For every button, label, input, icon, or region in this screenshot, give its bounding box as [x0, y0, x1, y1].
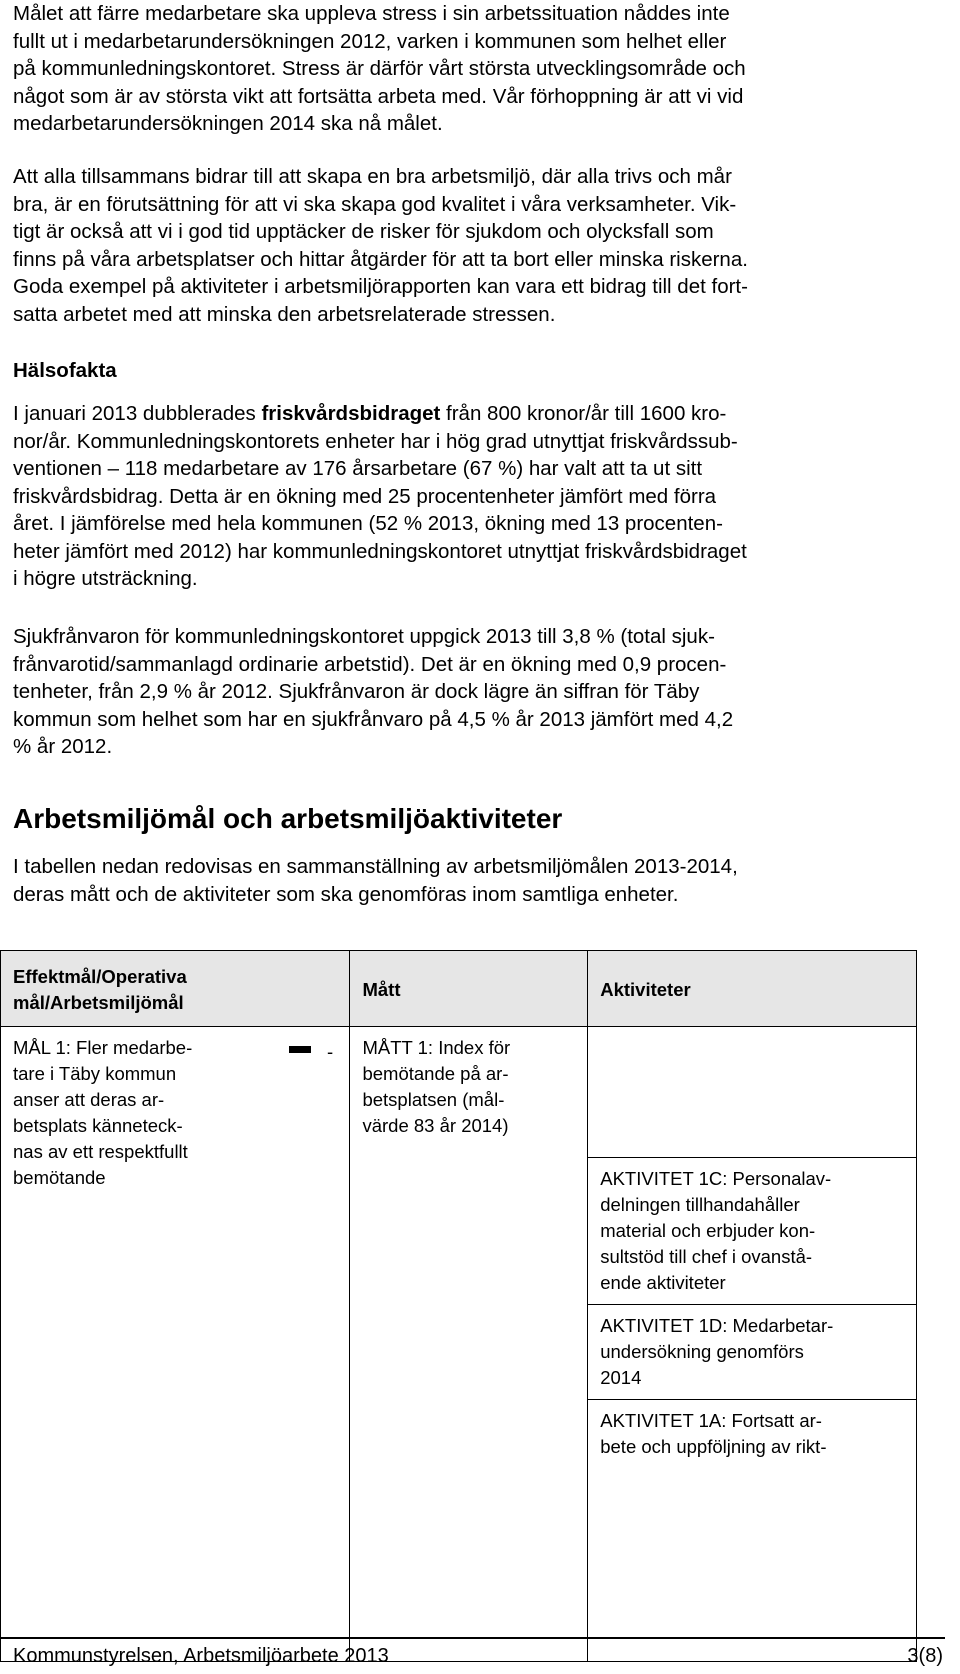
- header-measure: [350, 951, 588, 1027]
- text-line: tigt är också att vi i god tid upptäcker de risker för sjukdom och olycksfall som: [13, 220, 714, 243]
- cell-measure: [350, 1027, 588, 1662]
- measure-text: [350, 1027, 587, 1139]
- paragraph-sjukfranvaro: [13, 623, 945, 761]
- activity-line: AKTIVITET 1C: Personalav-: [600, 1168, 832, 1189]
- activity-line: 2014: [600, 1367, 642, 1388]
- paragraph-arbetsmiljo: [13, 163, 945, 328]
- header-goal: [1, 951, 350, 1027]
- measure-line: värde 83 år 2014): [362, 1115, 509, 1136]
- header-measure-text: Mått: [362, 979, 401, 1000]
- text-line: i högre utsträckning.: [13, 567, 198, 590]
- text-line: [13, 400, 945, 428]
- text-line: frånvarotid/sammanlagd ordinarie arbetstid). Det är en ökning med 0,9 procen-: [13, 652, 727, 676]
- table-header-row: [1, 951, 917, 1027]
- goal-line: tare i Täby kommun: [13, 1063, 177, 1084]
- goals-table: [0, 950, 917, 1662]
- text-line: I tabellen nedan redovisas en sammanställning av arbetsmiljömålen 2013-2014,: [13, 855, 738, 878]
- text-line: Att alla tillsammans bidrar till att skapa en bra arbetsmiljö, där alla trivs och mår: [13, 165, 732, 188]
- cell-goal: [1, 1027, 350, 1662]
- text-line: nor/år. Kommunledningskontorets enheter har i hög grad utnyttjat friskvårdssub-: [13, 429, 738, 453]
- text-line: kommun som helhet som har en sjukfrånvaro på 4,5 % år 2013 jämfört med 4,2: [13, 707, 734, 731]
- text-line: året. I jämförelse med hela kommunen (52 % 2013, ökning med 13 procenten-: [13, 512, 723, 535]
- footer-title: Kommunstyrelsen, Arbetsmiljöarbete 2013: [13, 1645, 389, 1667]
- dash-mark: [289, 1046, 311, 1053]
- goal-line: bemötande: [13, 1167, 106, 1188]
- text-line: ventionen – 118 medarbetare av 176 årsarbetare (67 %) har valt att ta ut sitt: [13, 457, 703, 480]
- goal-line: betsplats känneteck-: [13, 1115, 183, 1136]
- text-line: finns på våra arbetsplatser och hittar åtgärder för att ta bort eller minska riskerna.: [13, 247, 748, 271]
- measure-line: bemötande på ar-: [362, 1063, 509, 1084]
- text-line: % år 2012.: [13, 735, 113, 758]
- activity-line: undersökning genomförs: [600, 1341, 804, 1362]
- activity-line: AKTIVITET 1D: Medarbetar-: [600, 1315, 834, 1336]
- goal-line: anser att deras ar-: [13, 1089, 165, 1110]
- text-line: deras mått och de aktiviteter som ska genomföras inom samtliga enheter.: [13, 882, 679, 906]
- heading-section: Arbetsmiljömål och arbetsmiljöaktiviteter: [13, 803, 563, 834]
- activity-line: AKTIVITET 1A: Fortsatt ar-: [600, 1410, 822, 1431]
- heading-halsofakta: Hälsofakta: [13, 359, 117, 382]
- activity-empty: [588, 1027, 916, 1158]
- dash-text: -: [327, 1041, 334, 1062]
- page-number: 3(8): [907, 1645, 943, 1667]
- text-line: fullt ut i medarbetarundersökningen 2012, varken i kommunen som helhet eller: [13, 29, 727, 53]
- header-activities: [588, 951, 917, 1027]
- goal-line: MÅL 1: Fler medarbe-: [13, 1037, 193, 1058]
- text-run: från 800 kronor/år till 1600 kro-: [440, 402, 727, 425]
- text-line: Målet att färre medarbetare ska uppleva stress i sin arbetssituation nåddes inte: [13, 2, 730, 25]
- activity-line: bete och uppföljning av rikt-: [600, 1436, 827, 1457]
- activity-line: material och erbjuder kon-: [600, 1220, 816, 1241]
- goal-line: nas av ett respektfullt: [13, 1141, 188, 1162]
- paragraph-friskvard: [13, 400, 945, 593]
- header-line: mål/Arbetsmiljömål: [13, 992, 184, 1013]
- header-line: Effektmål/Operativa: [13, 966, 187, 987]
- activity-1d: [588, 1305, 916, 1400]
- text-line: tenheter, från 2,9 % år 2012. Sjukfrånvaron är dock lägre än siffran för Täby: [13, 680, 700, 703]
- text-line: något som är av största vikt att fortsätta arbeta med. Vår förhoppning är att vi vid: [13, 84, 744, 108]
- activity-line: delningen tillhandahåller: [600, 1194, 800, 1215]
- activity-1c: [588, 1158, 916, 1305]
- table-row: [1, 1027, 917, 1662]
- text-run: I januari 2013 dubblerades: [13, 402, 262, 425]
- header-activities-text: Aktiviteter: [600, 979, 691, 1000]
- text-line: bra, är en förutsättning för att vi ska skapa god kvalitet i våra verksamheter. Vik-: [13, 192, 737, 216]
- header-goal-text: [1, 961, 349, 1016]
- activity-1a: [588, 1400, 916, 1468]
- text-line: medarbetarundersökningen 2014 ska nå målet.: [13, 112, 443, 135]
- text-line: Goda exempel på aktiviteter i arbetsmiljörapporten kan vara ett bidrag till det fort-: [13, 275, 748, 298]
- activity-line: sultstöd till chef i ovanstå-: [600, 1246, 813, 1267]
- footer-divider: [0, 1637, 945, 1639]
- measure-line: MÅTT 1: Index för: [362, 1037, 511, 1058]
- text-line: på kommunledningskontoret. Stress är därför vårt största utvecklingsområde och: [13, 57, 746, 80]
- activity-line: ende aktiviteter: [600, 1272, 726, 1293]
- text-line: heter jämfört med 2012) har kommunledningskontoret utnyttjat friskvårdsbidraget: [13, 539, 747, 563]
- bold-term: friskvårdsbidraget: [261, 402, 441, 425]
- cell-activities: [588, 1027, 917, 1662]
- paragraph-intro-table: [13, 853, 945, 908]
- text-line: Sjukfrånvaron för kommunledningskontoret uppgick 2013 till 3,8 % (total sjuk-: [13, 625, 715, 648]
- paragraph-stress: [13, 0, 945, 138]
- text-line: friskvårdsbidrag. Detta är en ökning med 25 procentenheter jämfört med förra: [13, 484, 717, 508]
- text-line: satta arbetet med att minska den arbetsrelaterade stressen.: [13, 302, 556, 326]
- measure-line: betsplatsen (mål-: [362, 1089, 505, 1110]
